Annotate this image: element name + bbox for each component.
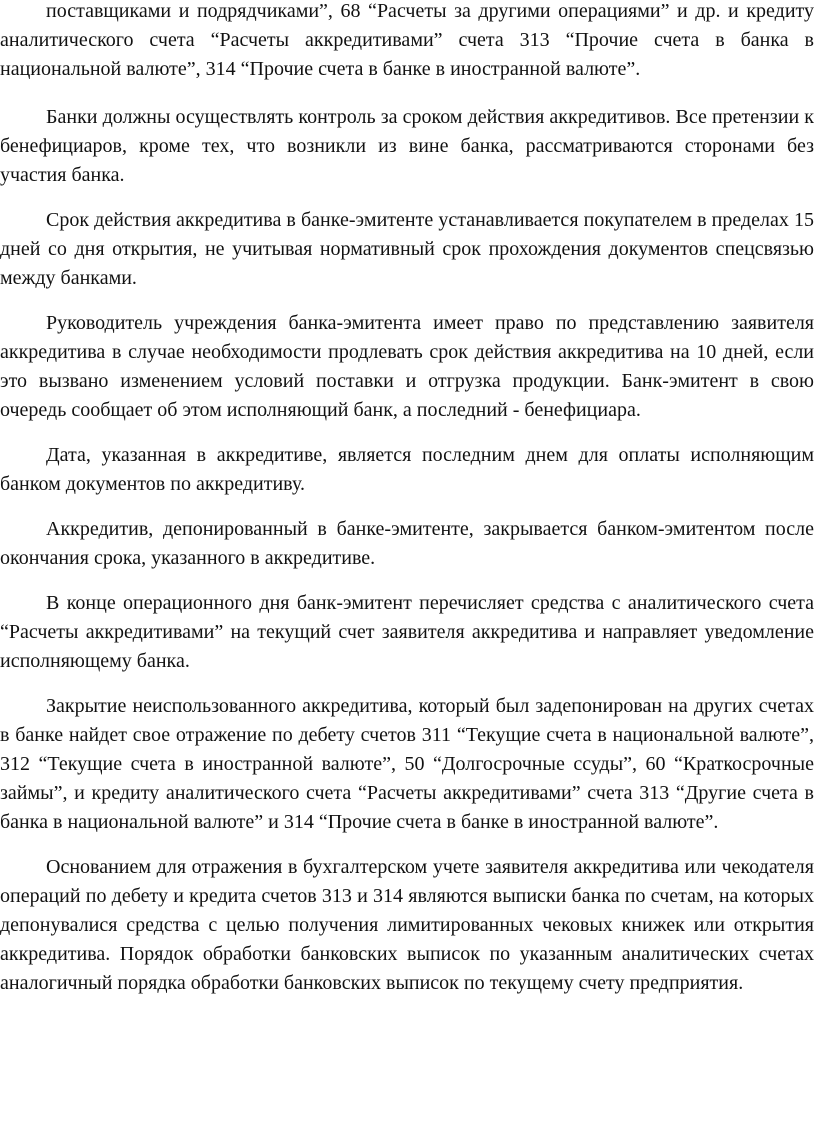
paragraph-extension-right: Руководитель учреждения банка-эмитента имеет право по представлению заявителя аккредитива в случае необходимости продлевать срок действия аккредитива на 10 дней, если это вызвано изменением условий поставки и отгрузка продукции. Банк-эмитент в свою очередь сообщает об этом исполняющий банк, а последний - бенефициара. <box>0 312 814 421</box>
paragraph-accounting-basis: Основанием для отражения в бухгалтерском учете заявителя аккредитива или чекодателя операций по дебету и кредита счетов 313 и 314 являются выписки банка по счетам, на которых депонувалися средства с целью получения лимитированных чековых книжек или открытия аккредитива. Порядок обработки банковских выписок по указанным аналитических счетах аналогичный порядка обработки банковских выписок по текущему счету предприятия. <box>0 856 814 994</box>
paragraph-closing: Аккредитив, депонированный в банке-эмитенте, закрывается банком-эмитентом после окончания срока, указанного в аккредитиве. <box>0 518 814 569</box>
paragraph-bank-control: Банки должны осуществлять контроль за сроком действия аккредитивов. Все претензии к бенефициаров, кроме тех, что возникли из вине банка, рассматриваются сторонами без участия банка. <box>0 106 814 186</box>
paragraph-end-of-day-transfer: В конце операционного дня банк-эмитент перечисляет средства с аналитического счета “Расчеты аккредитивами” на текущий счет заявителя аккредитива и направляет уведомление исполняющему банка. <box>0 592 814 672</box>
paragraph-continuation: поставщиками и подрядчиками”, 68 “Расчеты за другими операциями” и др. и кредиту аналитического счета “Расчеты аккредитивами” счета 313 “Прочие счета в банка в национальной валюте”, 314 “Прочие счета в банке в иностранной валюте”. <box>0 0 814 80</box>
paragraph-unused-accreditive: Закрытие неиспользованного аккредитива, который был задепонирован на других счетах в банке найдет свое отражение по дебету счетов 311 “Текущие счета в национальной валюте”, 312 “Текущие счета в иностранной валюте”, 50 “Долгосрочные ссуды”, 60 “Краткосрочные займы”, и кредиту аналитического счета “Расчеты аккредитивами” счета 313 “Другие счета в банка в национальной валюте” и 314 “Прочие счета в банке в иностранной валюте”. <box>0 695 814 833</box>
paragraph-last-payment-date: Дата, указанная в аккредитиве, является последним днем для оплаты исполняющим банком документов по аккредитиву. <box>0 444 814 495</box>
paragraph-validity-term: Срок действия аккредитива в банке-эмитенте устанавливается покупателем в пределах 15 дней со дня открытия, не учитывая нормативный срок прохождения документов спецсвязью между банками. <box>0 209 814 289</box>
